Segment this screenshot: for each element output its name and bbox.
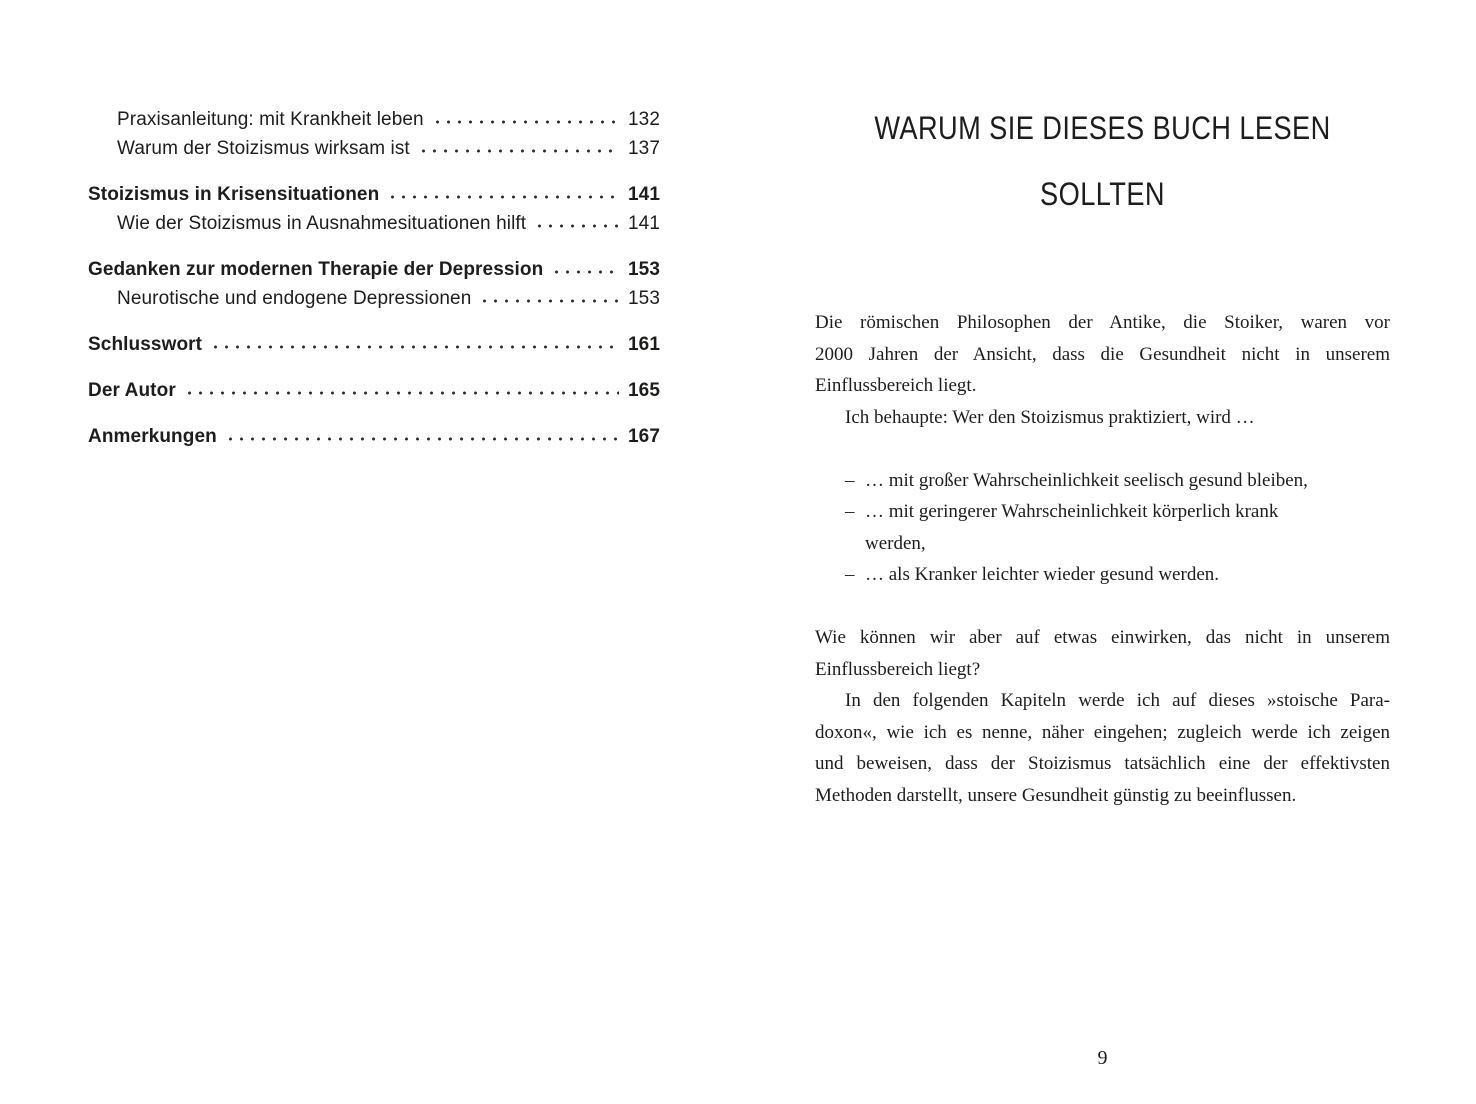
toc-entry-label: Anmerkungen xyxy=(88,426,217,447)
toc-entry xyxy=(88,180,660,209)
list-item-text xyxy=(865,465,1390,497)
body-paragraph xyxy=(815,685,1390,811)
paragraph-line: 2000 Jahren der Ansicht, dass die Gesundheit nicht in unserem xyxy=(815,343,1390,365)
toc-entry xyxy=(88,376,660,405)
list-item xyxy=(815,559,1390,591)
body-paragraph xyxy=(815,307,1390,402)
paragraph-line: doxon«, wie ich es nenne, näher eingehen; zugleich werde ich zeigen xyxy=(815,721,1390,743)
dot-leader xyxy=(418,142,619,154)
chapter-page xyxy=(738,0,1476,1104)
toc-entry-page: 161 xyxy=(627,334,660,355)
paragraph-line: Einflussbereich liegt. xyxy=(815,375,977,396)
chapter-body xyxy=(815,307,1390,811)
toc-entry-page: 141 xyxy=(627,213,660,234)
toc-entry-label: Gedanken zur modernen Therapie der Depression xyxy=(88,259,544,280)
toc-entry-page: 165 xyxy=(627,380,660,401)
list-item-text xyxy=(865,559,1390,591)
toc-entry-label: Warum der Stoizismus wirksam ist xyxy=(117,138,410,159)
body-paragraph xyxy=(815,622,1390,685)
chapter-title-line-1: WARUM SIE DIESES BUCH LESEN xyxy=(874,110,1331,146)
paragraph-line: Einflussbereich liegt? xyxy=(815,658,981,680)
list-item-line: werden, xyxy=(865,532,926,554)
list-item xyxy=(815,465,1390,497)
toc-entry-page: 132 xyxy=(627,109,660,130)
toc-entry xyxy=(88,330,660,359)
dot-leader xyxy=(432,113,619,125)
toc-entry-label: Der Autor xyxy=(88,380,176,401)
toc-entry-page: 153 xyxy=(627,259,660,280)
paragraph-line: und beweisen, dass der Stoizismus tatsächlich eine der effektivsten xyxy=(815,753,1390,774)
list-item-line: … als Kranker leichter wieder gesund werden. xyxy=(865,564,1219,585)
dot-leader xyxy=(225,430,619,442)
paragraph-line: Ich behaupte: Wer den Stoizismus praktiziert, wird … xyxy=(845,406,1255,428)
dot-leader xyxy=(387,188,619,200)
page-number: 9 xyxy=(1097,1047,1108,1069)
toc-entry-page: 137 xyxy=(627,138,660,159)
list-item-text xyxy=(865,496,1390,559)
list-item-line: … mit geringerer Wahrscheinlichkeit körperlich krank xyxy=(865,501,1279,522)
chapter-title-line-2: SOLLTEN xyxy=(1040,176,1165,212)
table-of-contents xyxy=(88,105,660,451)
toc-entry-label: Schlusswort xyxy=(88,334,203,355)
dot-leader xyxy=(210,338,619,350)
toc-entry-page: 141 xyxy=(627,184,660,205)
paragraph-line: Die römischen Philosophen der Antike, die Stoiker, waren vor xyxy=(815,312,1390,333)
toc-entry-label: Praxisanleitung: mit Krankheit leben xyxy=(117,109,424,130)
dash-bullet: – xyxy=(845,501,855,522)
dot-leader xyxy=(184,384,619,396)
toc-entry-label: Wie der Stoizismus in Ausnahmesituationen hilft xyxy=(117,213,527,234)
list-item xyxy=(815,496,1390,559)
toc-entry-label: Neurotische und endogene Depressionen xyxy=(117,288,472,309)
dot-leader xyxy=(534,217,619,229)
toc-entry-page: 167 xyxy=(627,426,660,447)
toc-entry xyxy=(88,134,660,163)
toc-entry xyxy=(88,284,660,313)
dash-bullet: – xyxy=(845,469,855,491)
body-paragraph xyxy=(815,402,1390,434)
toc-entry xyxy=(88,209,660,238)
dash-bullet: – xyxy=(845,564,855,585)
list-item-line: … mit großer Wahrscheinlichkeit seelisch gesund bleiben, xyxy=(865,469,1308,491)
paragraph-line: Wie können wir aber auf etwas einwirken, das nicht in unserem xyxy=(815,627,1390,648)
chapter-title xyxy=(815,0,1390,227)
toc-entry xyxy=(88,105,660,134)
dot-leader xyxy=(551,263,619,275)
toc-entry-page: 153 xyxy=(627,288,660,309)
paragraph-line: In den folgenden Kapiteln werde ich auf dieses »stoische Para- xyxy=(845,690,1390,711)
toc-entry xyxy=(88,422,660,451)
dot-leader xyxy=(479,292,619,304)
toc-entry-label: Stoizismus in Krisensituationen xyxy=(88,184,380,205)
toc-entry xyxy=(88,255,660,284)
paragraph-line: Methoden darstellt, unsere Gesundheit günstig zu beeinflussen. xyxy=(815,784,1297,806)
dash-list xyxy=(815,465,1390,591)
